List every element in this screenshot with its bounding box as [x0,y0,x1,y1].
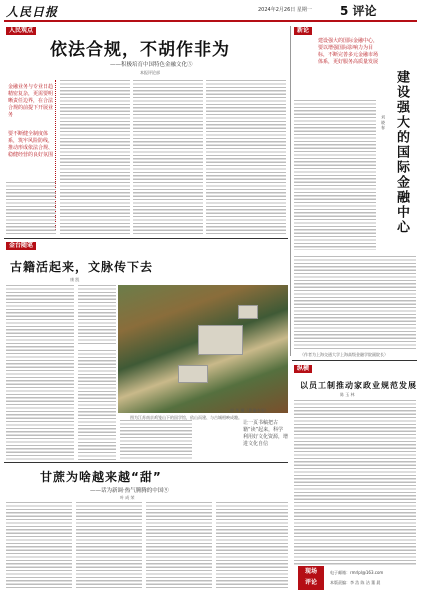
essay2-text-col-2 [76,502,142,590]
main-text-col-1 [60,80,130,235]
page-number: 5 评论 [340,4,377,18]
essay1-text-col-1 [6,285,74,460]
section-label-renmin: 人民观点 [6,27,36,35]
badge-line-2: 评论 [304,579,317,586]
section-rule-3 [292,360,417,361]
essay1-text-col-2 [78,285,116,345]
side-vertical-title: 建设强大的国际金融中心 [394,70,409,235]
section-label-jintai: 金台随笔 [6,242,36,250]
masthead-title: 人民日报 [6,5,59,19]
essay1-byline: 康 凯 [70,277,80,282]
essay3-headline: 以员工制推动家政业规范发展 [300,381,417,390]
section-rule-2 [4,462,288,463]
side-author-note: （作者为上海交通大学上海高级金融学院副院长） [300,352,388,357]
essay1-photo [118,285,288,413]
side-text-col-1 [294,100,376,250]
essay2-text-col-3 [146,502,212,590]
essay3-byline: 陈 玉 林 [340,392,355,397]
essay2-headline: 甘蔗为啥越来越“甜” [40,470,162,484]
side-text-col-2 [294,256,416,351]
main-text-col-0 [6,182,56,235]
photo-caption: 图为江苏南京鸡笼山下的国学馆，依山而建、与古城相映成趣。 [130,415,242,420]
section-label-zongheng: 纵横 [294,365,312,373]
photo-credit: 郭 华 摄（影像中国） [230,408,269,413]
pullquote-2: 要不断健全制度体系，筑牢风险防线，推动形成依法合规、稳健经营的良好氛围 [8,131,54,158]
main-text-col-2 [133,80,203,235]
inline-quote: 让一页书稿把古籍“读”起来，科学利用好文化资源，增进文化自信 [243,420,289,447]
main-byline: 本报评论部 [140,70,160,75]
essay1-headline: 古籍活起来，文脉传下去 [10,260,154,274]
xianchang-badge [298,566,324,590]
essay2-byline: 叶 成 荣 [120,495,135,500]
masthead-rule [4,20,417,22]
issue-date: 2024年2月26日 星期一 [258,7,312,13]
badge-line-1: 现场 [304,568,317,575]
pullquote-1: 金融业务与专业日趋精密复杂，更需要明晰责任边界，在合法合规的前提下开展业务 [8,84,54,118]
essay2-text-col-1 [6,502,72,590]
essay1-text-col-3 [78,350,116,460]
essay2-text-col-4 [216,502,288,590]
side-byline: 刘 晓 春 [381,115,386,130]
section-label-xinlun: 新论 [294,27,312,35]
essay2-subhead: ——话为新调·热气腾腾的中国⑨ [90,488,169,494]
footer-email: 电子邮箱：rmrlpl@163.com [330,570,384,575]
column-divider [290,26,291,356]
essay3-text [294,400,416,565]
main-text-col-3 [206,80,286,235]
footer-editor: 本版责编：李 浩 陈 洁 董 晨 [330,580,381,585]
main-headline: 依法合规，不胡作非为 [50,40,230,60]
section-rule-1 [4,238,288,239]
side-pullquote: 建设强大的国际金融中心，要以增强国际影响力为目标，不断完善多元金融市场体系，更好服务高质量发展 [318,38,379,65]
essay1-text-col-4 [120,420,192,460]
main-subhead: ——积极培育中国特色金融文化⑤ [110,62,193,68]
